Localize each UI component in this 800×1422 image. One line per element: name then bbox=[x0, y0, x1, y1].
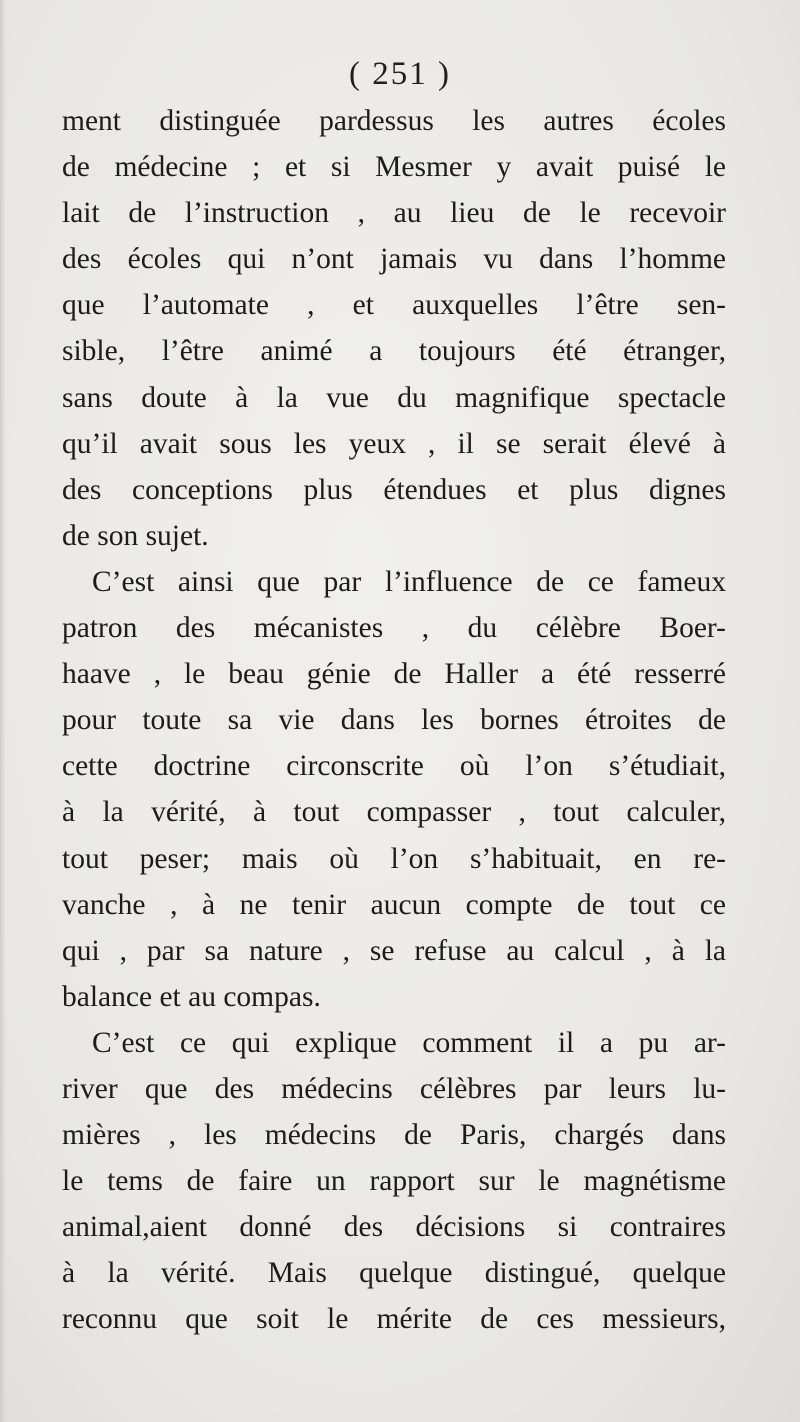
text-line: mières , les médecins de Paris, chargés dans bbox=[62, 1119, 726, 1152]
text-line: sible, l’être animé a toujours été étranger, bbox=[62, 335, 726, 368]
text-line: des conceptions plus étendues et plus dignes bbox=[62, 473, 726, 506]
text-line: cette doctrine circonscrite où l’on s’étudiait, bbox=[62, 750, 726, 783]
text-line: reconnu que soit le mérite de ces messieurs, bbox=[62, 1303, 726, 1336]
text-line: lait de l’instruction , au lieu de le recevoir bbox=[62, 197, 726, 230]
text-line: patron des mécanistes , du célèbre Boer- bbox=[62, 612, 726, 645]
text-line: de son sujet. bbox=[62, 519, 209, 552]
text-line: de médecine ; et si Mesmer y avait puisé le bbox=[62, 151, 726, 184]
text-line: haave , le beau génie de Haller a été resserré bbox=[62, 658, 726, 691]
text-line: pour toute sa vie dans les bornes étroites de bbox=[62, 704, 726, 737]
text-line: sans doute à la vue du magnifique spectacle bbox=[62, 381, 726, 414]
text-line: le tems de faire un rapport sur le magnétisme bbox=[62, 1165, 726, 1198]
text-line: que l’automate , et auxquelles l’être sen- bbox=[62, 289, 726, 322]
text-line: qui , par sa nature , se refuse au calcul , à la bbox=[62, 934, 726, 967]
text-line: vanche , à ne tenir aucun compte de tout ce bbox=[62, 888, 726, 921]
text-line: animal,aient donné des décisions si contraires bbox=[62, 1211, 726, 1244]
text-line: qu’il avait sous les yeux , il se serait élevé à bbox=[62, 427, 726, 460]
page-number: ( 251 ) bbox=[349, 56, 451, 92]
text-line: ment distinguée pardessus les autres écoles bbox=[62, 105, 726, 137]
text-line: C’est ainsi que par l’influence de ce fameux bbox=[92, 565, 726, 598]
text-line: à la vérité, à tout compasser , tout calculer, bbox=[62, 796, 726, 829]
text-line: tout peser; mais où l’on s’habituait, en re- bbox=[62, 842, 726, 875]
text-line: C’est ce qui explique comment il a pu ar- bbox=[92, 1026, 726, 1059]
text-line: des écoles qui n’ont jamais vu dans l’homme bbox=[62, 243, 726, 276]
text-line: balance et au compas. bbox=[62, 980, 321, 1013]
text-line: river que des médecins célèbres par leurs lu- bbox=[62, 1072, 726, 1105]
body-text bbox=[62, 98, 726, 1343]
text-line: à la vérité. Mais quelque distingué, quelque bbox=[62, 1257, 726, 1290]
page-gutter-shadow bbox=[0, 0, 6, 1422]
